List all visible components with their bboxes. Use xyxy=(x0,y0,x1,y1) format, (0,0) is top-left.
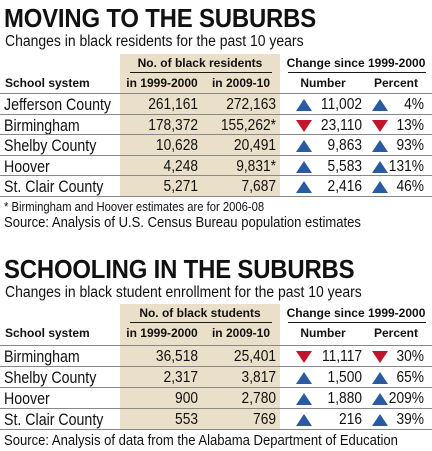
students-row-divider xyxy=(0,408,432,409)
residents-row-name: St. Clair County xyxy=(4,178,104,196)
students-row-divider xyxy=(0,429,432,430)
students-row-divider xyxy=(0,345,432,346)
residents-col-1999: in 1999-2000 xyxy=(126,76,198,90)
students-row-change-percent: 209% xyxy=(388,390,424,407)
students-col-number: Number xyxy=(300,326,346,340)
residents-row-2009: 272,163 xyxy=(226,96,276,113)
residents-row-1999: 10,628 xyxy=(155,137,198,154)
residents-row-divider xyxy=(0,155,432,156)
students-row-divider xyxy=(0,366,432,367)
students-title: SCHOOLING IN THE SUBURBS xyxy=(4,254,355,284)
students-row-change-percent: 30% xyxy=(396,348,424,365)
residents-row-2009: 155,262* xyxy=(220,116,276,134)
students-group-header-change: Change since 1999-2000 xyxy=(286,306,426,320)
students-source: Source: Analysis of data from the Alabama Department of Education xyxy=(4,433,398,449)
students-row-2009: 769 xyxy=(253,411,276,428)
residents-row-1999: 178,372 xyxy=(148,116,198,134)
residents-row-1999: 261,161 xyxy=(148,96,198,113)
residents-row-name: Birmingham xyxy=(4,116,80,135)
students-row-1999: 900 xyxy=(175,390,198,407)
residents-row-1999: 5,271 xyxy=(163,178,198,195)
students-col-2009: in 2009-10 xyxy=(211,326,271,340)
residents-row-change-number: 5,583 xyxy=(327,157,362,175)
residents-source: Source: Analysis of U.S. Census Bureau population estimates xyxy=(4,215,361,231)
residents-row-2009: 9,831* xyxy=(236,157,276,175)
students-subtitle: Changes in black student enrollment for the past 10 years xyxy=(5,284,362,301)
residents-row-change-percent: 46% xyxy=(396,178,424,195)
students-row-change-number: 11,117 xyxy=(321,348,362,365)
students-row-change-number: 216 xyxy=(339,411,362,428)
residents-col-2009: in 2009-10 xyxy=(211,76,271,90)
residents-row-divider xyxy=(0,114,432,115)
residents-group-rule-count xyxy=(130,72,272,73)
residents-title: MOVING TO THE SUBURBS xyxy=(4,3,316,33)
students-group-header-count: No. of black students xyxy=(139,306,261,320)
residents-group-rule-change xyxy=(288,72,426,73)
students-row-change-percent: 65% xyxy=(396,369,424,386)
residents-row-divider xyxy=(0,134,432,135)
students-col-1999: in 1999-2000 xyxy=(126,326,198,340)
residents-row-change-percent: 4% xyxy=(404,96,424,113)
residents-col-percent: Percent xyxy=(373,76,419,90)
students-row-change-number: 1,880 xyxy=(327,390,362,407)
students-row-1999: 553 xyxy=(175,411,198,428)
students-row-2009: 3,817 xyxy=(241,369,276,386)
residents-subtitle: Changes in black residents for the past 10 years xyxy=(5,33,304,50)
residents-row-change-percent: 131% xyxy=(388,157,424,175)
residents-col-number: Number xyxy=(300,76,346,90)
residents-row-change-number: 23,110 xyxy=(320,116,362,134)
residents-row-change-percent: 93% xyxy=(396,137,424,154)
residents-row-change-percent: 13% xyxy=(396,116,424,134)
students-row-2009: 2,780 xyxy=(241,390,276,407)
residents-group-header-count: No. of black residents xyxy=(137,56,263,70)
residents-row-change-number: 2,416 xyxy=(327,178,362,195)
students-row-1999: 2,317 xyxy=(163,369,198,386)
students-row-name: Hoover xyxy=(4,390,50,408)
residents-footnote: * Birmingham and Hoover estimates are for 2006-08 xyxy=(4,200,265,214)
residents-row-1999: 4,248 xyxy=(163,157,198,175)
residents-row-2009: 7,687 xyxy=(241,178,276,195)
residents-row-name: Jefferson County xyxy=(4,96,112,114)
students-group-rule-change xyxy=(288,322,426,323)
students-row-divider xyxy=(0,387,432,388)
students-row-2009: 25,401 xyxy=(233,348,276,365)
residents-row-divider xyxy=(0,196,432,197)
residents-row-name: Hoover xyxy=(4,157,50,176)
students-row-1999: 36,518 xyxy=(155,348,198,365)
residents-group-header-change: Change since 1999-2000 xyxy=(286,56,426,70)
students-row-change-percent: 39% xyxy=(396,411,424,428)
students-row-name: Shelby County xyxy=(4,369,97,387)
residents-row-change-number: 9,863 xyxy=(327,137,362,154)
residents-row-divider xyxy=(0,93,432,94)
residents-row-divider xyxy=(0,175,432,176)
students-col-school-system: School system xyxy=(5,326,90,340)
residents-row-change-number: 11,002 xyxy=(320,96,362,113)
students-row-change-number: 1,500 xyxy=(327,369,362,386)
students-row-name: St. Clair County xyxy=(4,411,104,429)
residents-row-name: Shelby County xyxy=(4,137,97,155)
residents-col-school-system: School system xyxy=(5,76,90,90)
students-group-rule-count xyxy=(130,322,272,323)
students-row-name: Birmingham xyxy=(4,348,80,366)
residents-row-2009: 20,491 xyxy=(233,137,276,154)
students-col-percent: Percent xyxy=(373,326,419,340)
